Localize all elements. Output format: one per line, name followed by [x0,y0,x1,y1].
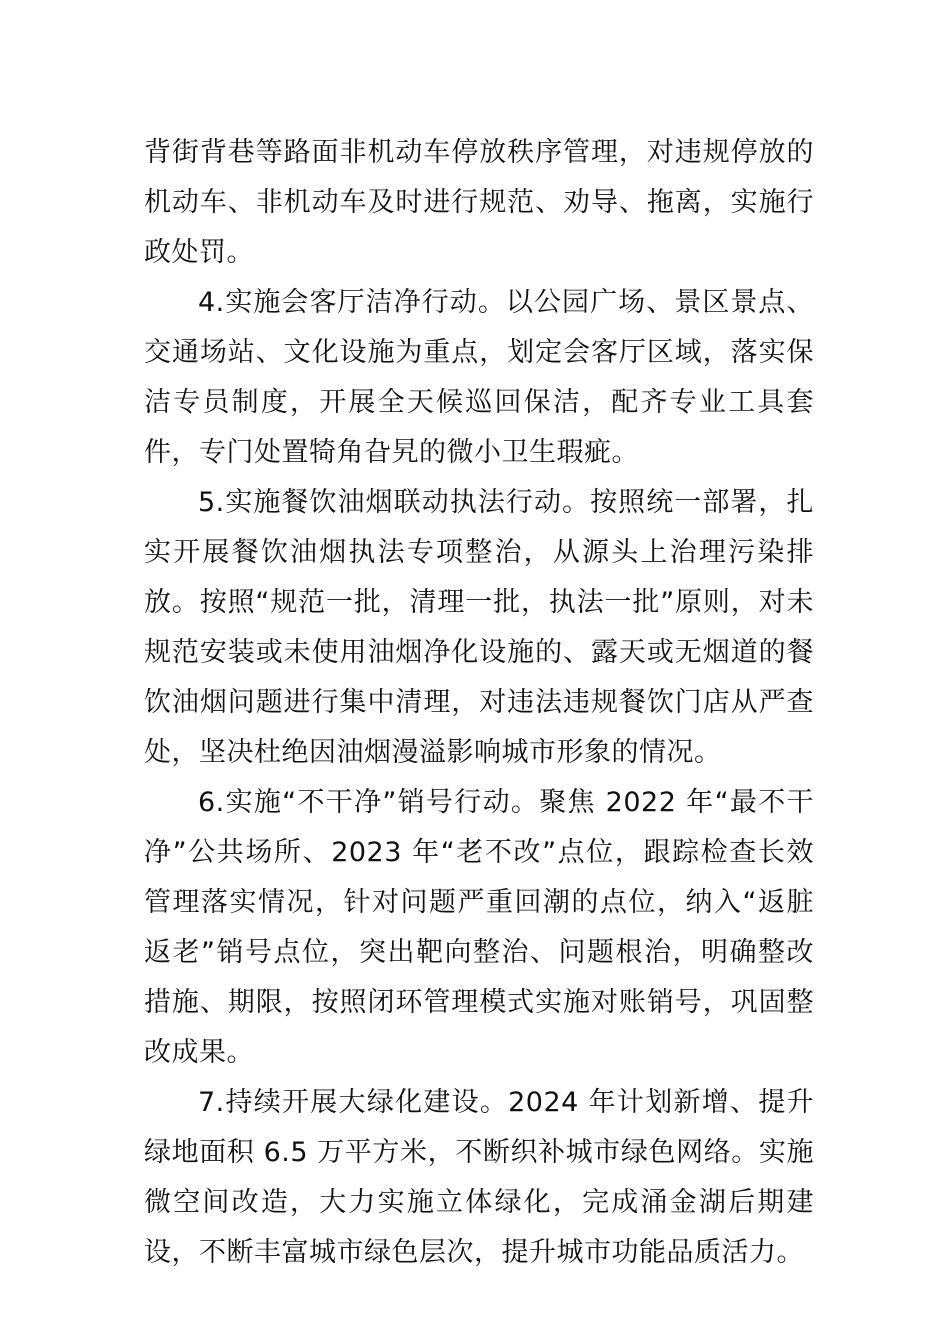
paragraph-item-6: 6.实施“不干净”销号行动。聚焦 2022 年“最不干净”公共场所、2023 年“老不改”点位，跟踪检查长效管理落实情况，针对问题严重回潮的点位，纳入“返脏返老”销号点位，突出靶向整治、问题根治，明确整改措施、期限，按照闭环管理模式实施对账销号，巩固整改成果。 [144,787,814,1068]
paragraph-item-5: 5.实施餐饮油烟联动执法行动。按照统一部署，扎实开展餐饮油烟执法专项整治，从源头上治理污染排放。按照“规范一批，清理一批，执法一批”原则，对未规范安装或未使用油烟净化设施的、露天或无烟道的餐饮油烟问题进行集中清理，对违法违规餐饮门店从严查处，坚决杜绝因油烟漫溢影响城市形象的情况。 [144,487,814,768]
document-body [144,128,814,1278]
paragraph-item-4: 4.实施会客厅洁净行动。以公园广场、景区景点、交通场站、文化设施为重点，划定会客厅区域，落实保洁专员制度，开展全天候巡回保洁，配齐专业工具套件，专门处置犄角旮旯的微小卫生瑕疵。 [144,287,814,468]
paragraph-item-7: 7.持续开展大绿化建设。2024 年计划新增、提升绿地面积 6.5 万平方米，不断织补城市绿色网络。实施微空间改造，大力实施立体绿化，完成涌金湖后期建设，不断丰富城市绿色层次，提升城市功能品质活力。 [144,1087,814,1268]
paragraph-continuation: 背街背巷等路面非机动车停放秩序管理，对违规停放的机动车、非机动车及时进行规范、劝导、拖离，实施行政处罚。 [144,137,814,268]
